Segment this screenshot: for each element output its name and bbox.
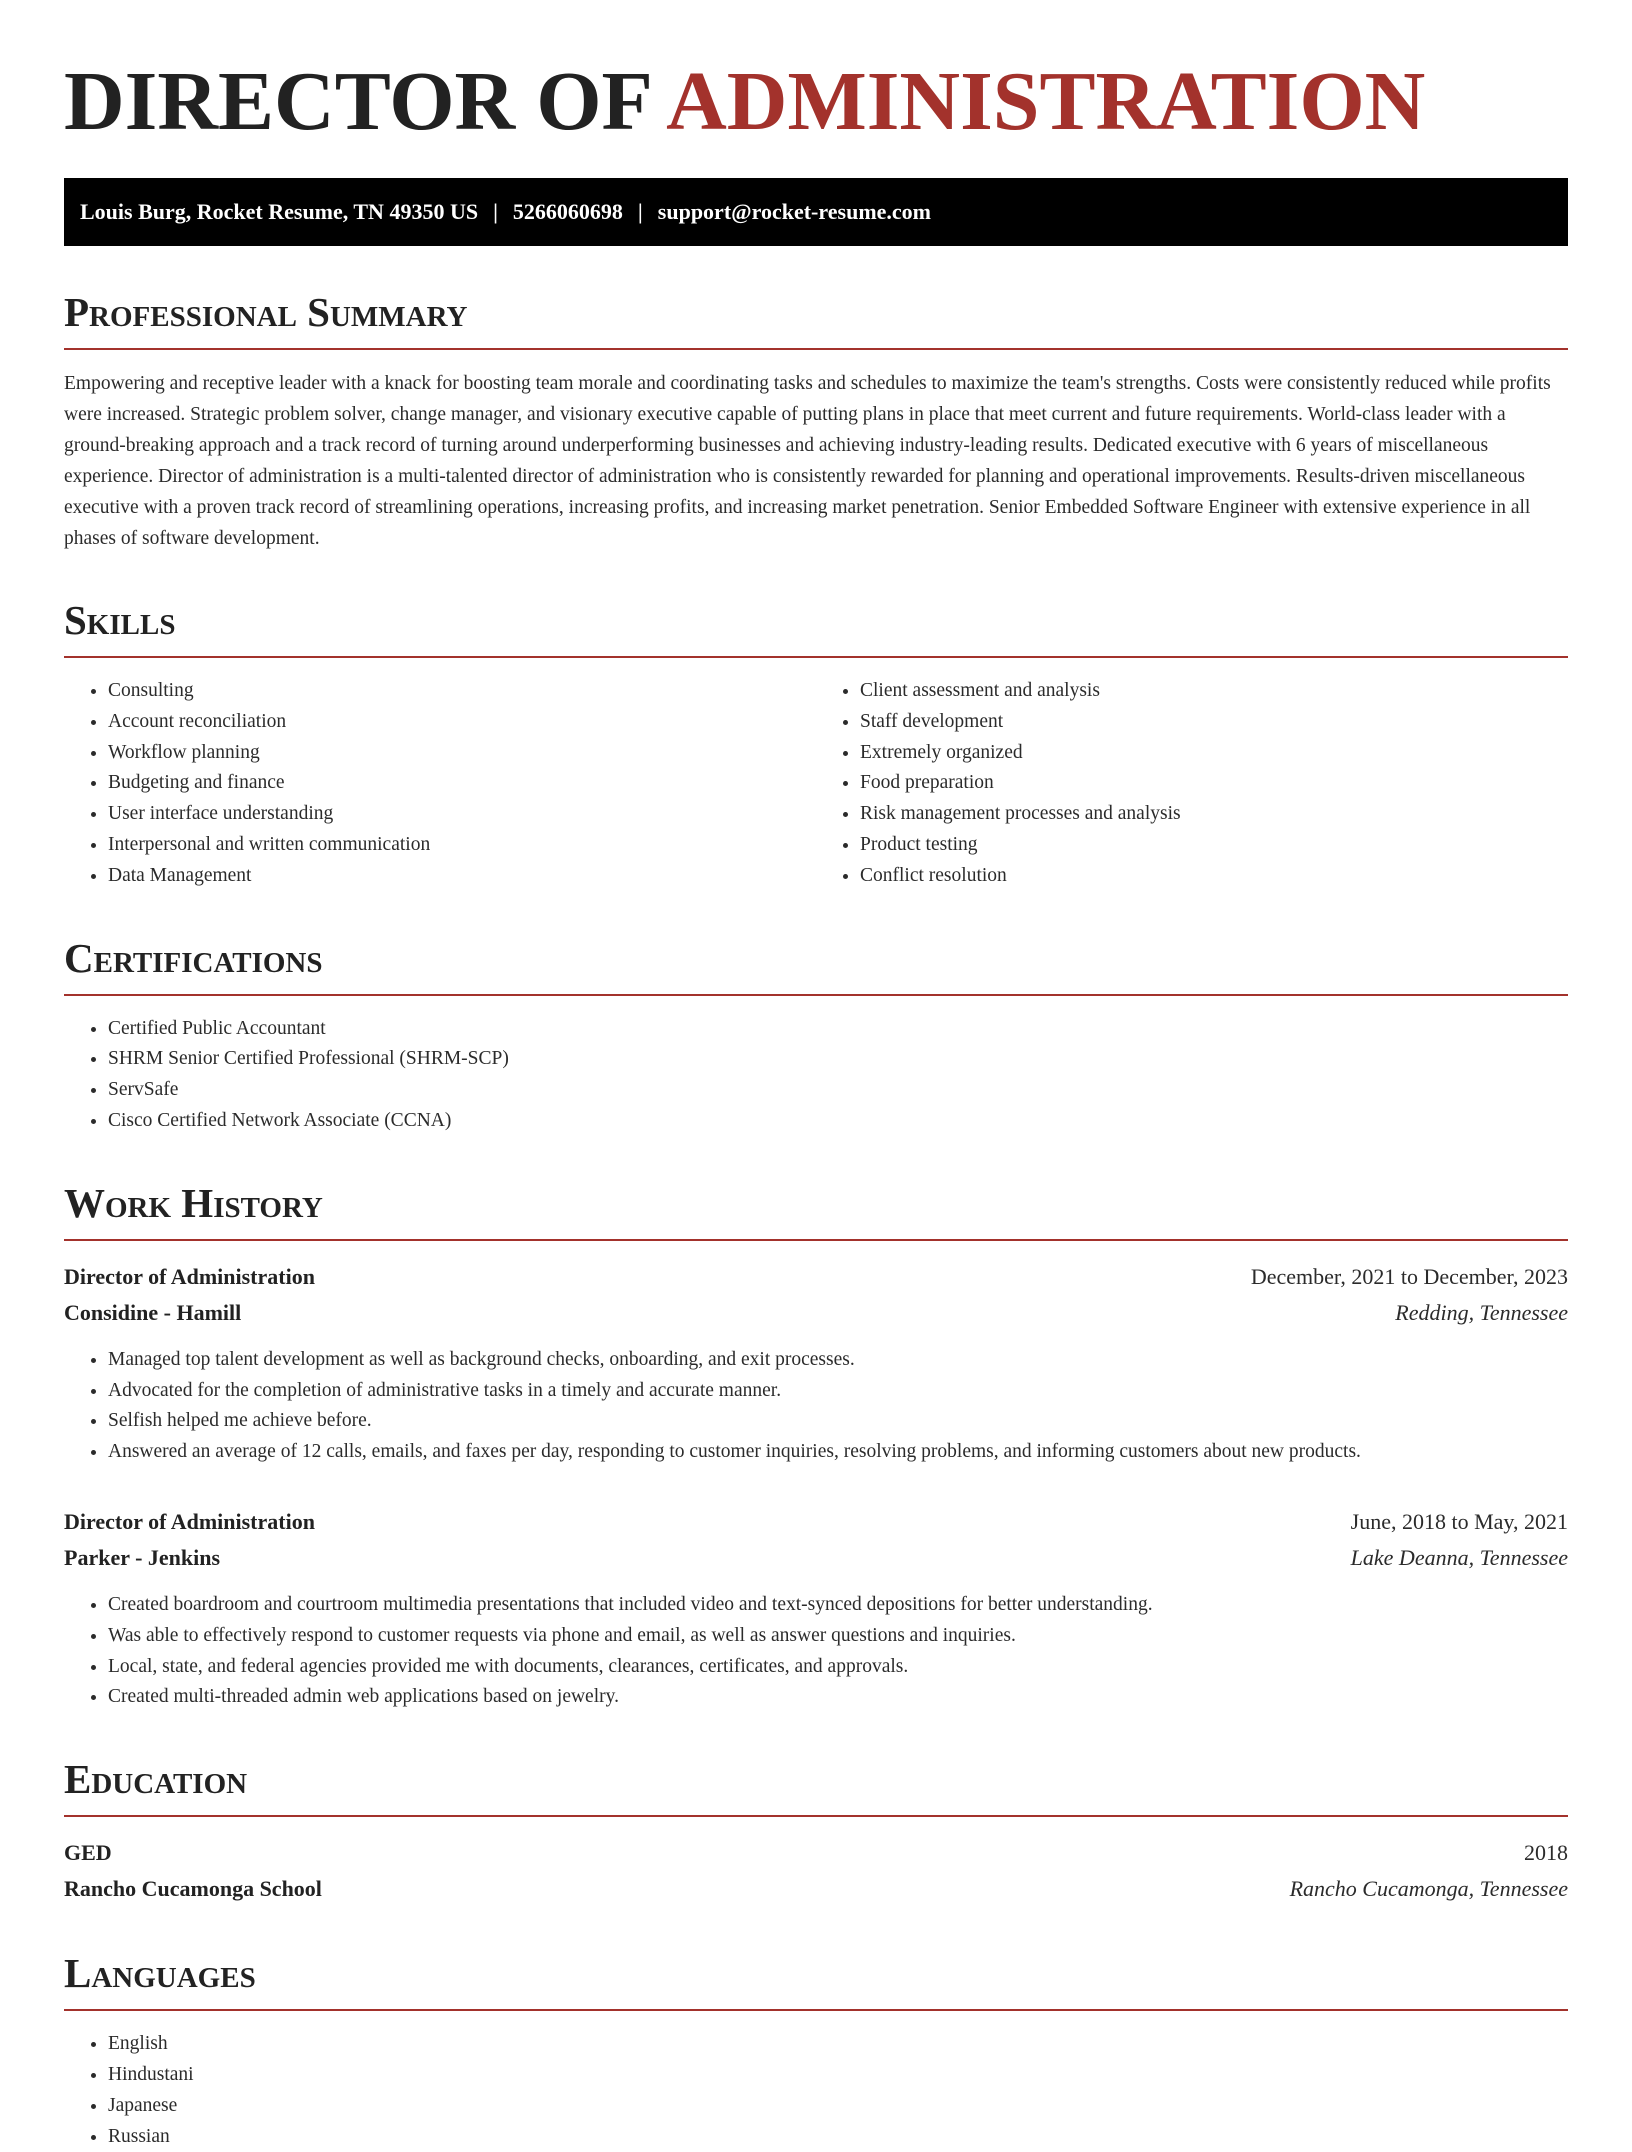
skill-item: • Extremely organized [860,738,1568,769]
certifications-heading: Certifications [64,936,1568,996]
job-duty: • Was able to effectively respond to customer requests via phone and email, as well as answer questions and inquiries. [108,1621,1568,1652]
contact-address: Louis Burg, Rocket Resume, TN 49350 US [80,199,479,224]
skill-item: • Data Management [108,861,816,892]
job-location: Redding, Tennessee [1395,1299,1568,1325]
skill-item: • User interface understanding [108,799,816,830]
job-duty: • Created multi-threaded admin web applications based on jewelry. [108,1682,1568,1713]
languages-section [64,1951,1568,2152]
certification-item: • SHRM Senior Certified Professional (SHRM-SCP) [108,1044,1568,1075]
contact-separator: | [493,199,498,224]
skill-item: • Conflict resolution [860,861,1568,892]
job-location: Lake Deanna, Tennessee [1350,1544,1568,1570]
job-duties-list [64,1345,1568,1468]
title-part-2: ADMINISTRATION [666,55,1426,148]
language-item: • Japanese [108,2091,1568,2122]
skill-item: • Workflow planning [108,738,816,769]
contact-email: support@rocket-resume.com [657,199,931,224]
education-school: Rancho Cucamonga School [64,1876,322,1902]
skill-item: • Food preparation [860,768,1568,799]
language-item: • English [108,2029,1568,2060]
skills-list-left [64,676,816,892]
language-item: • Hindustani [108,2060,1568,2091]
certification-item: • Cisco Certified Network Associate (CCNA) [108,1106,1568,1137]
skill-item: • Budgeting and finance [108,768,816,799]
job-duty: • Created boardroom and courtroom multimedia presentations that included video and text-synced depositions for better understanding. [108,1590,1568,1621]
job-entry [64,1259,1568,1468]
certification-item: • Certified Public Accountant [108,1014,1568,1045]
job-duty: • Local, state, and federal agencies provided me with documents, clearances, certificates, and approvals. [108,1652,1568,1683]
job-dates: December, 2021 to December, 2023 [1250,1263,1568,1289]
language-item: • Russian [108,2122,1568,2152]
job-company: Parker - Jenkins [64,1544,221,1570]
skill-item: • Interpersonal and written communication [108,830,816,861]
skills-list-right [816,676,1568,892]
job-duty: • Answered an average of 12 calls, emails, and faxes per day, responding to customer inquiries, resolving problems, and informing customers about new products. [108,1437,1568,1468]
work-history-section [64,1181,1568,1713]
certification-item: • ServSafe [108,1075,1568,1106]
education-location: Rancho Cucamonga, Tennessee [1289,1876,1568,1902]
summary-section [64,290,1568,554]
contact-phone: 5266060698 [512,199,623,224]
job-duty: • Selfish helped me achieve before. [108,1406,1568,1437]
education-section [64,1757,1568,1907]
skill-item: • Product testing [860,830,1568,861]
job-dates: June, 2018 to May, 2021 [1350,1508,1568,1534]
certifications-list [64,1014,1568,1137]
languages-list [64,2029,1568,2152]
skill-item: • Risk management processes and analysis [860,799,1568,830]
resume-title [64,50,1568,154]
summary-text: Empowering and receptive leader with a knack for boosting team morale and coordinating tasks and schedules to maximize the team's strengths. Costs were consistently reduced while profits were increased. Strategic problem solver, change manager, and visionary executive capable of putting plans in place that meet current and future requirements. World-class leader with a ground-breaking approach and a track record of turning around underperforming businesses and achieving industry-leading results. Dedicated executive with 6 years of miscellaneous experience. Director of administration is a multi-talented director of administration who is consistently rewarded for planning and operational improvements. Results-driven miscellaneous executive with a proven track record of streamlining operations, increasing profits, and increasing market penetration. Senior Embedded Software Engineer with extensive experience in all phases of software development. [64,373,1551,549]
work-history-heading: Work History [64,1181,1568,1241]
certifications-section [64,936,1568,1137]
job-title: Director of Administration [64,1508,315,1534]
skill-item: • Staff development [860,707,1568,738]
education-year: 2018 [1524,1840,1568,1866]
skill-item: • Consulting [108,676,816,707]
job-entry [64,1504,1568,1713]
job-duties-list [64,1590,1568,1713]
skills-heading: Skills [64,598,1568,658]
summary-heading: Professional Summary [64,290,1568,350]
job-company: Considine - Hamill [64,1299,242,1325]
contact-separator: | [637,199,643,224]
title-part-1: DIRECTOR OF [64,55,650,148]
job-duty: • Managed top talent development as well as background checks, onboarding, and exit processes. [108,1345,1568,1376]
skills-section [64,598,1568,892]
languages-heading: Languages [64,1951,1568,2011]
skill-item: • Account reconciliation [108,707,816,738]
job-title: Director of Administration [64,1263,315,1289]
job-duty: • Advocated for the completion of administrative tasks in a timely and accurate manner. [108,1376,1568,1407]
contact-bar [64,178,1568,246]
education-degree: GED [64,1840,112,1866]
skill-item: • Client assessment and analysis [860,676,1568,707]
education-heading: Education [64,1757,1568,1817]
